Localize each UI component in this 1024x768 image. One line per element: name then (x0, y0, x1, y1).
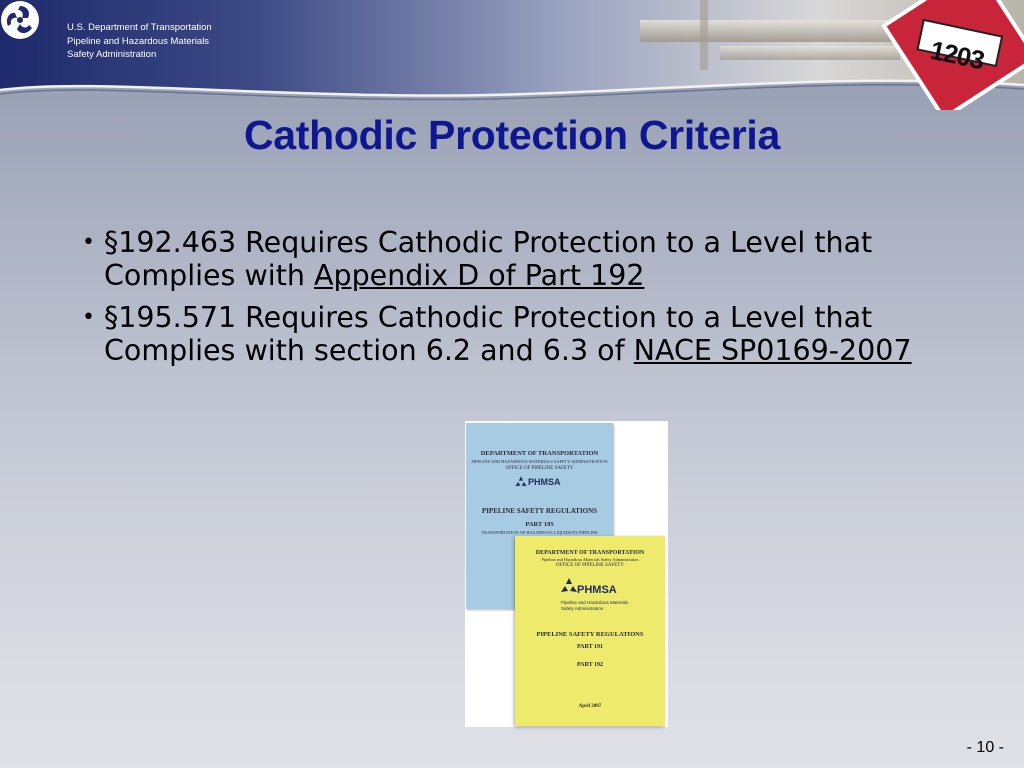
book-part: PART 195 (525, 521, 554, 528)
org-line-2: Pipeline and Hazardous Materials (67, 35, 210, 47)
org-line-1: U.S. Department of Transportation (67, 22, 212, 33)
bullet-text: §195.571 Requires Cathodic Protection to a Level that Complies with section 6.2 and 6.3 of (104, 301, 873, 367)
appendix-d-link[interactable]: Appendix D of Part 192 (314, 259, 645, 292)
bullet-item (78, 226, 978, 292)
book-office: OFFICE OF PIPELINE SAFETY (556, 563, 624, 568)
book-brand: PHMSA (528, 477, 561, 487)
part-192-book-cover (515, 536, 665, 726)
book-heading: PIPELINE SAFETY REGULATIONS (481, 507, 598, 515)
book-dept: DEPARTMENT OF TRANSPORTATION (480, 450, 599, 457)
slide-header (0, 0, 1024, 110)
page-number: - 10 - (966, 739, 1004, 756)
book-heading: PIPELINE SAFETY REGULATIONS (536, 631, 644, 638)
bullet-list (78, 226, 978, 376)
slide-title: Cathodic Protection Criteria (243, 112, 781, 158)
bullet-marker: • (82, 305, 95, 330)
bullet-marker: • (82, 230, 95, 255)
dot-triskelion-icon (0, 0, 40, 40)
phmsa-logo-icon (514, 475, 528, 489)
book-dept: DEPARTMENT OF TRANSPORTATION (535, 550, 645, 556)
book-date: April 2007 (578, 704, 602, 709)
bullet-text: §192.463 Requires Cathodic Protection to a Level that Complies with (104, 226, 873, 292)
book-part-191: PART 191 (576, 644, 604, 650)
regulation-books-image (465, 421, 668, 727)
bullet-item (78, 301, 978, 367)
book-brand: PHMSA (577, 584, 617, 596)
org-line-3: Safety Administration (67, 49, 157, 60)
phmsa-logo-icon (559, 576, 579, 596)
org-name (67, 21, 212, 62)
nace-link[interactable]: NACE SP0169-2007 (633, 334, 912, 367)
book-admin: PIPELINE AND HAZARDOUS MATERIALS SAFETY ADMINISTRATION (471, 459, 608, 464)
book-brand-sub-1: Pipeline and Hazardous Materials (561, 600, 629, 605)
placard-number: 1203 (927, 34, 987, 76)
book-admin: Pipeline and Hazardous Materials Safety Administration (541, 557, 639, 562)
book-brand-sub-2: Safety Administration (561, 606, 604, 611)
book-subtitle: TRANSPORTATION OF HAZARDOUS LIQUIDS BY PIPELINE (481, 530, 598, 535)
book-part-192: PART 192 (576, 662, 604, 668)
book-office: OFFICE OF PIPELINE SAFETY (505, 466, 574, 471)
